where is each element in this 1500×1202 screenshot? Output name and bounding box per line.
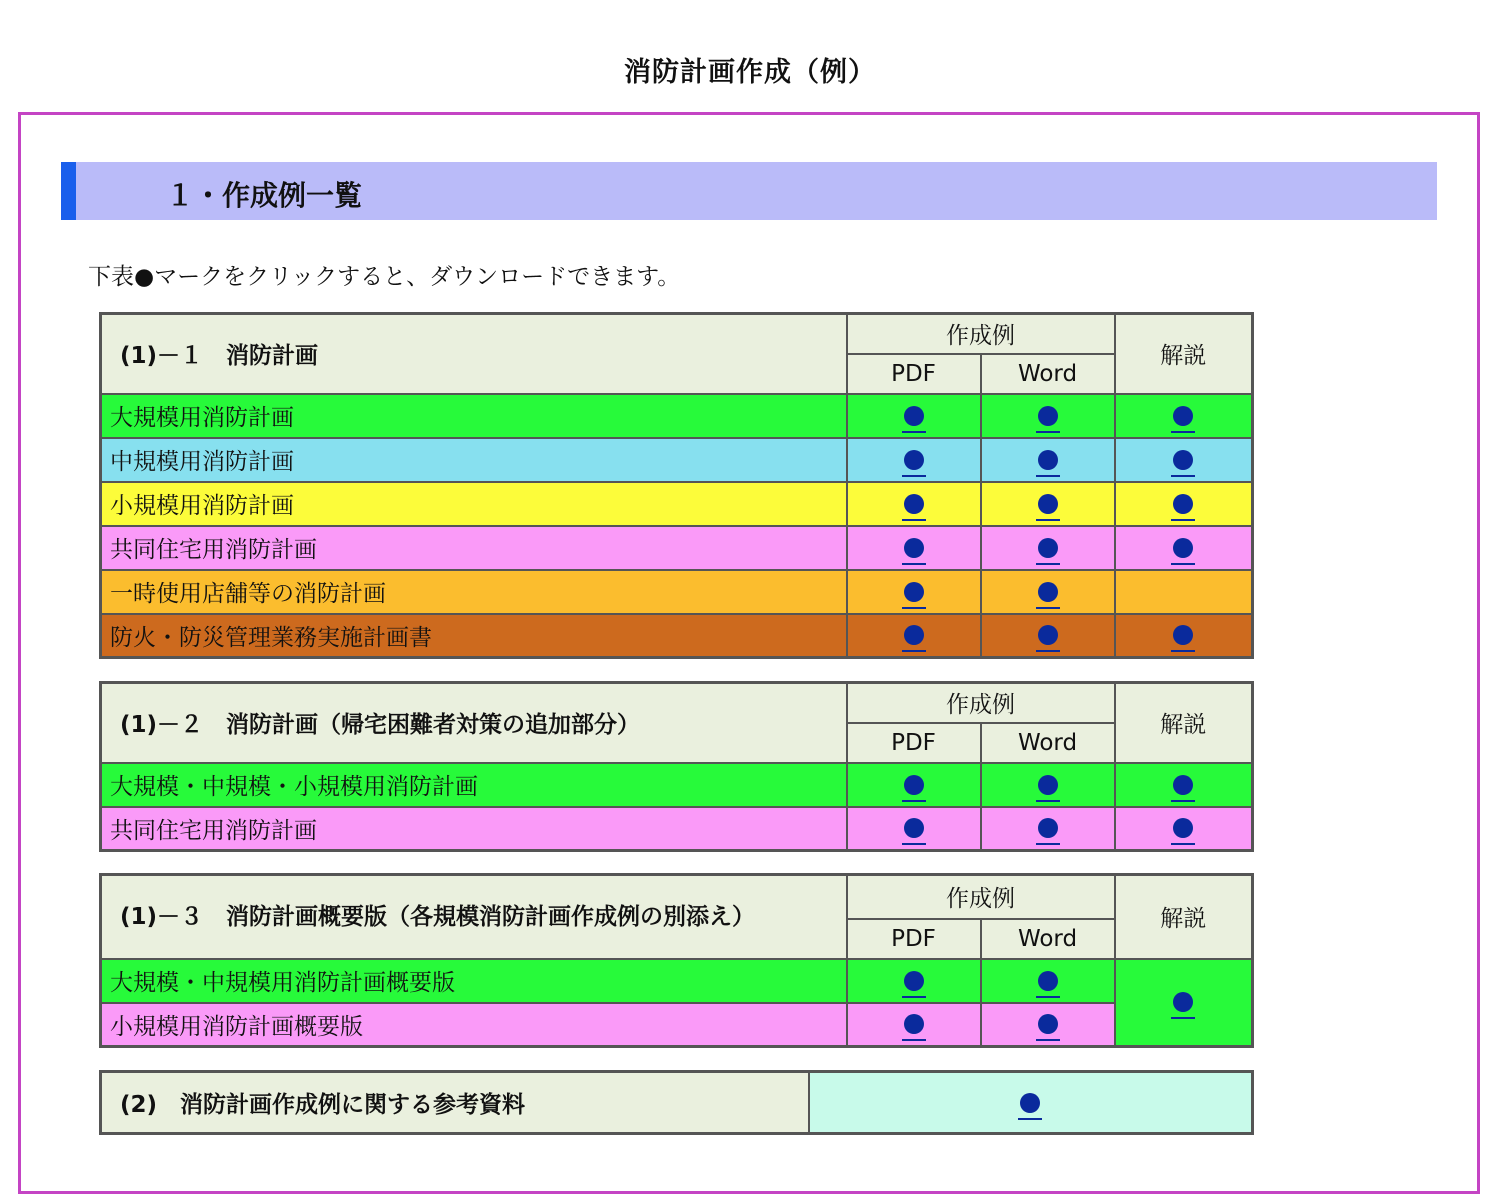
pdf-download-link[interactable] <box>904 582 924 602</box>
commentary-header: 解説 <box>1115 314 1253 394</box>
empty-cell <box>1115 570 1253 614</box>
return-home-table <box>99 681 1254 852</box>
pdf-download-link[interactable] <box>904 1014 924 1034</box>
word-download-link[interactable] <box>1038 450 1058 470</box>
word-download-link[interactable] <box>1038 971 1058 991</box>
commentary-header: 解説 <box>1115 683 1253 763</box>
row-label: 大規模用消防計画 <box>101 394 847 438</box>
word-header: Word <box>981 919 1115 959</box>
table-row <box>101 1003 1253 1047</box>
word-download-link[interactable] <box>1038 775 1058 795</box>
commentary-download-link[interactable] <box>1173 406 1193 426</box>
pdf-header: PDF <box>847 919 981 959</box>
pdf-download-link[interactable] <box>904 494 924 514</box>
row-label: 共同住宅用消防計画 <box>101 526 847 570</box>
reference-download-link[interactable] <box>1020 1093 1040 1113</box>
pdf-download-link[interactable] <box>904 538 924 558</box>
commentary-header: 解説 <box>1115 875 1253 959</box>
row-label: 共同住宅用消防計画 <box>101 807 847 851</box>
table-title: (1)－３ 消防計画概要版（各規模消防計画作成例の別添え） <box>101 875 847 959</box>
summary-table <box>99 873 1254 1048</box>
word-download-link[interactable] <box>1038 494 1058 514</box>
intro-text: 下表●マークをクリックすると、ダウンロードできます。 <box>88 264 681 290</box>
word-download-link[interactable] <box>1038 582 1058 602</box>
row-label: 大規模・中規模・小規模用消防計画 <box>101 763 847 807</box>
table-row <box>101 570 1253 614</box>
table-row <box>101 959 1253 1003</box>
word-download-link[interactable] <box>1038 818 1058 838</box>
table-row <box>101 614 1253 658</box>
section-heading-text: １・作成例一覧 <box>166 179 363 212</box>
word-download-link[interactable] <box>1038 625 1058 645</box>
word-download-link[interactable] <box>1038 1014 1058 1034</box>
commentary-download-link[interactable] <box>1173 494 1193 514</box>
example-header: 作成例 <box>847 683 1115 723</box>
table-title: (1)－２ 消防計画（帰宅困難者対策の追加部分） <box>101 683 847 763</box>
pdf-header: PDF <box>847 723 981 763</box>
table-row <box>101 438 1253 482</box>
pdf-download-link[interactable] <box>904 818 924 838</box>
commentary-download-link[interactable] <box>1173 450 1193 470</box>
table-row <box>101 394 1253 438</box>
commentary-download-link[interactable] <box>1173 818 1193 838</box>
example-header: 作成例 <box>847 875 1115 919</box>
table-row <box>101 482 1253 526</box>
commentary-download-link[interactable] <box>1173 775 1193 795</box>
example-header: 作成例 <box>847 314 1115 354</box>
content-frame <box>18 112 1480 1194</box>
table-title: (2) 消防計画作成例に関する参考資料 <box>101 1072 809 1134</box>
fire-plan-table <box>99 312 1254 659</box>
word-header: Word <box>981 354 1115 394</box>
row-label: 防火・防災管理業務実施計画書 <box>101 614 847 658</box>
commentary-download-link[interactable] <box>1173 538 1193 558</box>
pdf-download-link[interactable] <box>904 450 924 470</box>
table-row <box>101 526 1253 570</box>
pdf-header: PDF <box>847 354 981 394</box>
table-title: (1)－１ 消防計画 <box>101 314 847 394</box>
word-download-link[interactable] <box>1038 406 1058 426</box>
row-label: 大規模・中規模用消防計画概要版 <box>101 959 847 1003</box>
pdf-download-link[interactable] <box>904 971 924 991</box>
table-row <box>101 807 1253 851</box>
page-title: 消防計画作成（例） <box>624 57 876 88</box>
commentary-download-link[interactable] <box>1173 992 1193 1012</box>
commentary-download-link[interactable] <box>1173 625 1193 645</box>
row-label: 中規模用消防計画 <box>101 438 847 482</box>
table-row <box>101 763 1253 807</box>
row-label: 一時使用店舗等の消防計画 <box>101 570 847 614</box>
section-heading <box>61 162 1437 220</box>
reference-table <box>99 1070 1254 1135</box>
row-label: 小規模用消防計画 <box>101 482 847 526</box>
pdf-download-link[interactable] <box>904 775 924 795</box>
word-header: Word <box>981 723 1115 763</box>
pdf-download-link[interactable] <box>904 406 924 426</box>
row-label: 小規模用消防計画概要版 <box>101 1003 847 1047</box>
word-download-link[interactable] <box>1038 538 1058 558</box>
pdf-download-link[interactable] <box>904 625 924 645</box>
